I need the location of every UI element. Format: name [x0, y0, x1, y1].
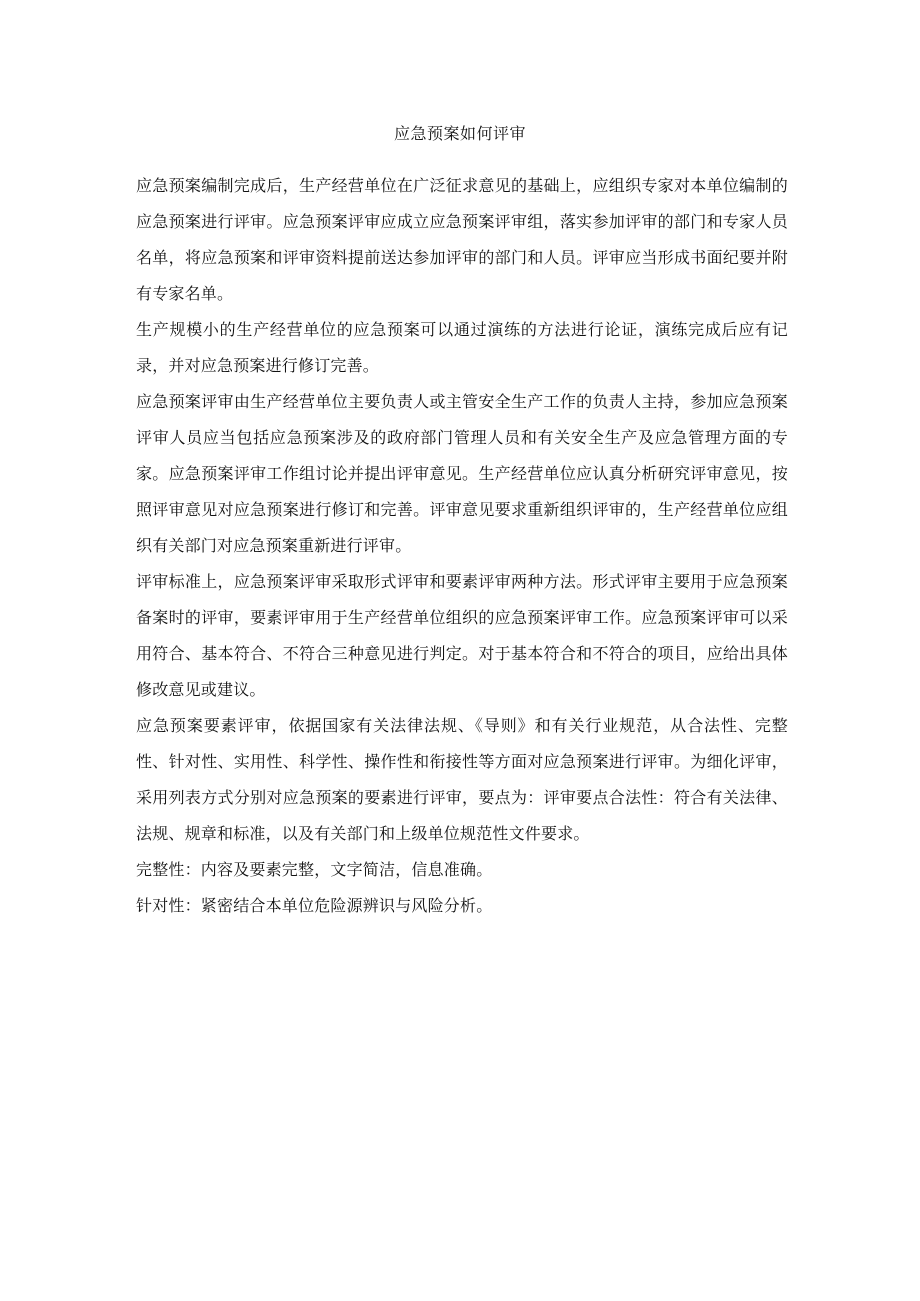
paragraph-small-units-drill: 生产规模小的生产经营单位的应急预案可以通过演练的方法进行论证，演练完成后应有记录，并对应急预案进行修订完善。: [136, 320, 788, 375]
paragraph-review-standards: 评审标准上，应急预案评审采取形式评审和要素评审两种方法。形式评审主要用于应急预案备案时的评审，要素评审用于生产经营单位组织的应急预案评审工作。应急预案评审可以采用符合、基本符合、不符合三种意见进行判定。对于基本符合和不符合的项目，应给出具体修改意见或建议。: [136, 572, 788, 699]
document-body: [136, 168, 788, 924]
paragraph-pertinence: 针对性：紧密结合本单位危险源辨识与风险分析。: [136, 896, 493, 915]
paragraph-element-review: 应急预案要素评审，依据国家有关法律法规、《导则》和有关行业规范，从合法性、完整性、针对性、实用性、科学性、操作性和衔接性等方面对应急预案进行评审。为细化评审，采用列表方式分别对应急预案的要素进行评审，要点为：评审要点合法性：符合有关法律、法规、规章和标准，以及有关部门和上级单位规范性文件要求。: [136, 716, 788, 843]
paragraph-completeness: 完整性：内容及要素完整，文字简洁，信息准确。: [136, 860, 493, 879]
paragraph-review-chair: 应急预案评审由生产经营单位主要负责人或主管安全生产工作的负责人主持，参加应急预案评审人员应当包括应急预案涉及的政府部门管理人员和有关安全生产及应急管理方面的专家。应急预案评审工作组讨论并提出评审意见。生产经营单位应认真分析研究评审意见，按照评审意见对应急预案进行修订和完善。评审意见要求重新组织评审的，生产经营单位应组织有关部门对应急预案重新进行评审。: [136, 392, 788, 555]
paragraph-compilation-review: 应急预案编制完成后，生产经营单位在广泛征求意见的基础上，应组织专家对本单位编制的应急预案进行评审。应急预案评审应成立应急预案评审组，落实参加评审的部门和专家人员名单，将应急预案和评审资料提前送达参加评审的部门和人员。评审应当形成书面纪要并附有专家名单。: [136, 176, 788, 303]
document-title: 应急预案如何评审: [393, 124, 526, 143]
